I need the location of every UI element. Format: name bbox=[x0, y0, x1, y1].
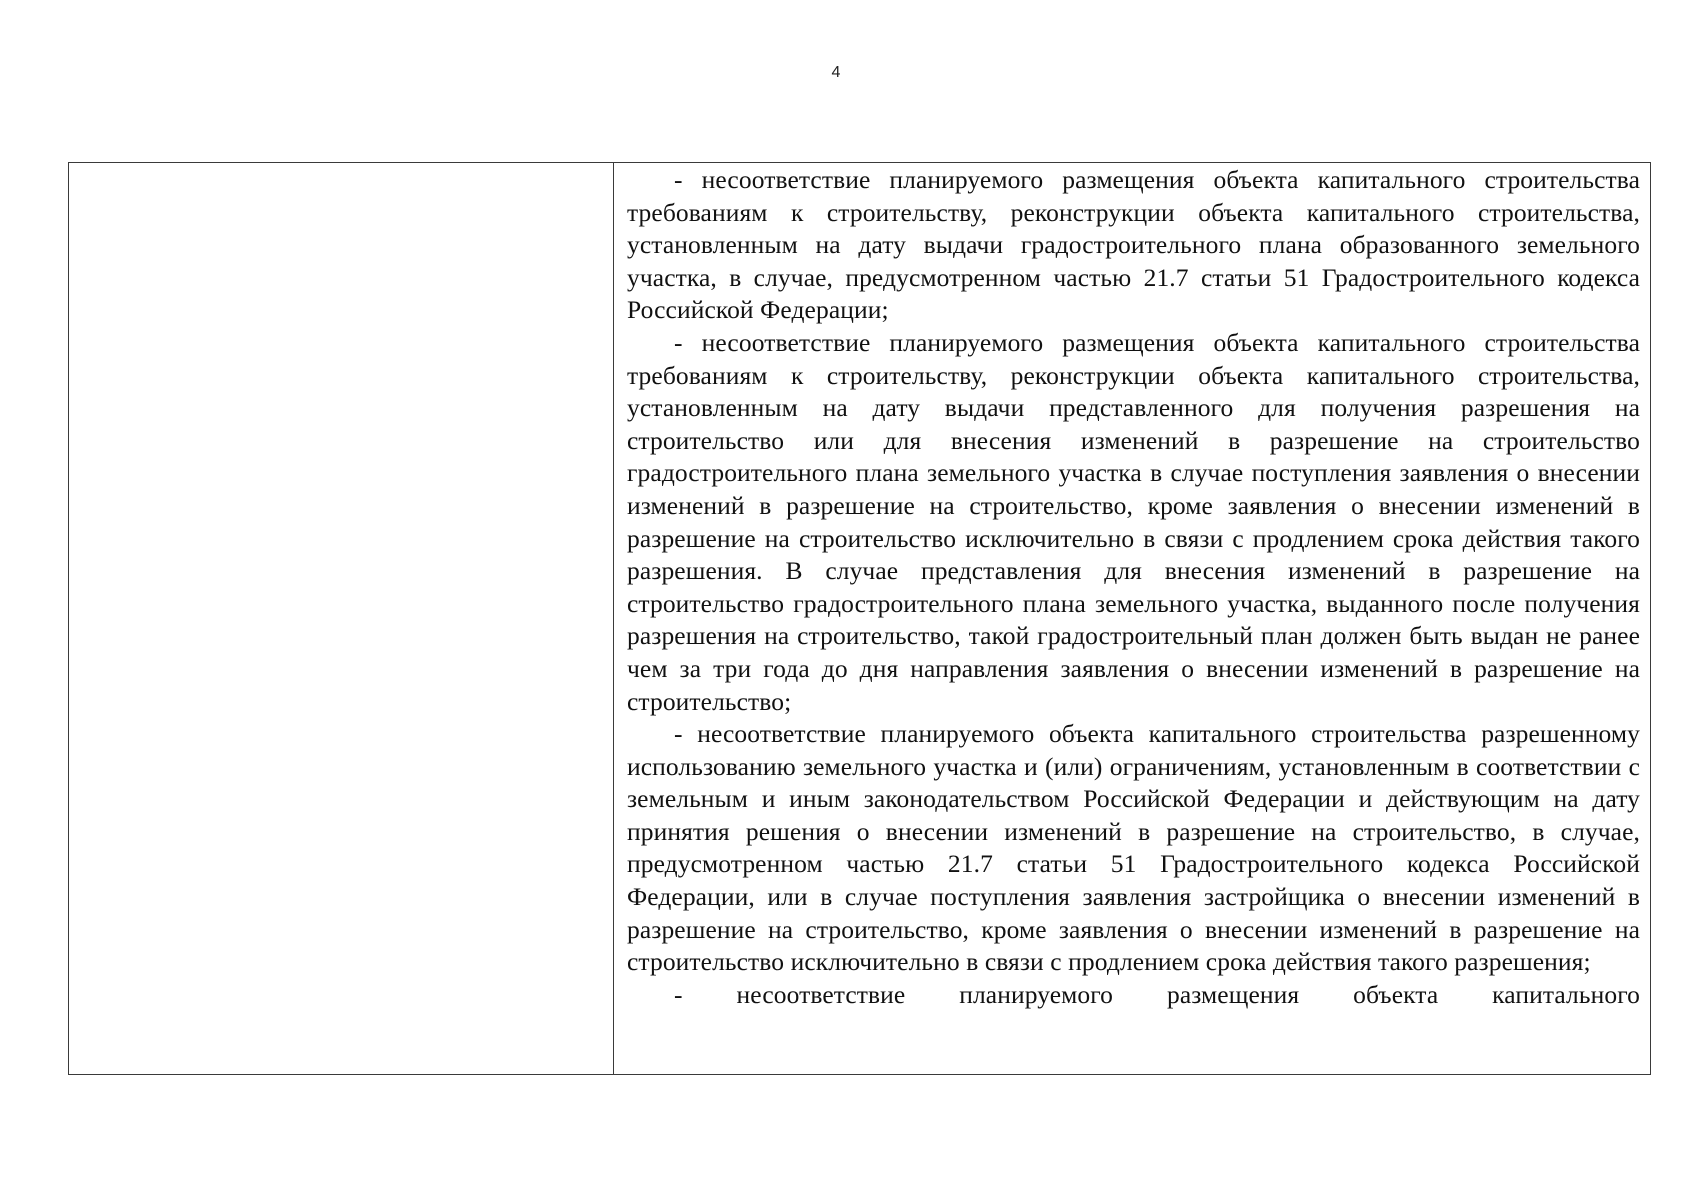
paragraph-4: - несоответствие планируемого размещения объекта капитального bbox=[674, 979, 1640, 1009]
page-number: 4 bbox=[831, 64, 841, 81]
document-table bbox=[68, 162, 1651, 1075]
table-right-cell bbox=[614, 163, 1650, 1074]
paragraph-3: - несоответствие планируемого объекта капитального строительства разрешенному использованию земельного участка и (или) ограничениям, установленным в соответствии с земельным и иным законодательством Российской Федерации и действующим на дату принятия решения о внесении изменений в разрешение на строительство, в случае, предусмотренном частью 21.7 статьи 51 Градостроительного кодекса Российской Федерации, или в случае поступления заявления застройщика о внесении изменений в разрешение на строительство, кроме заявления о внесении изменений в разрешение на строительство исключительно в связи с продлением срока действия такого разрешения; bbox=[627, 719, 1640, 977]
paragraph-2: - несоответствие планируемого размещения объекта капитального строительства требованиям к строительству, реконструкции объекта капитального строительства, установленным на дату выдачи представленного для получения разрешения на строительство или для внесения изменений в разрешение на строительство градостроительного плана земельного участка в случае поступления заявления о внесении изменений в разрешение на строительство, кроме заявления о внесении изменений в разрешение на строительство исключительно в связи с продлением срока действия такого разрешения. В случае представления для внесения изменений в разрешение на строительство градостроительного плана земельного участка, выданного после получения разрешения на строительство, такой градостроительный план должен быть выдан не ранее чем за три года до дня направления заявления о внесении изменений в разрешение на строительство; bbox=[627, 327, 1640, 716]
table-left-cell bbox=[69, 163, 614, 1074]
paragraph-1: - несоответствие планируемого размещения объекта капитального строительства требованиям к строительству, реконструкции объекта капитального строительства, установленным на дату выдачи градостроительного плана образованного земельного участка, в случае, предусмотренном частью 21.7 статьи 51 Градостроительного кодекса Российской Федерации; bbox=[627, 165, 1640, 325]
